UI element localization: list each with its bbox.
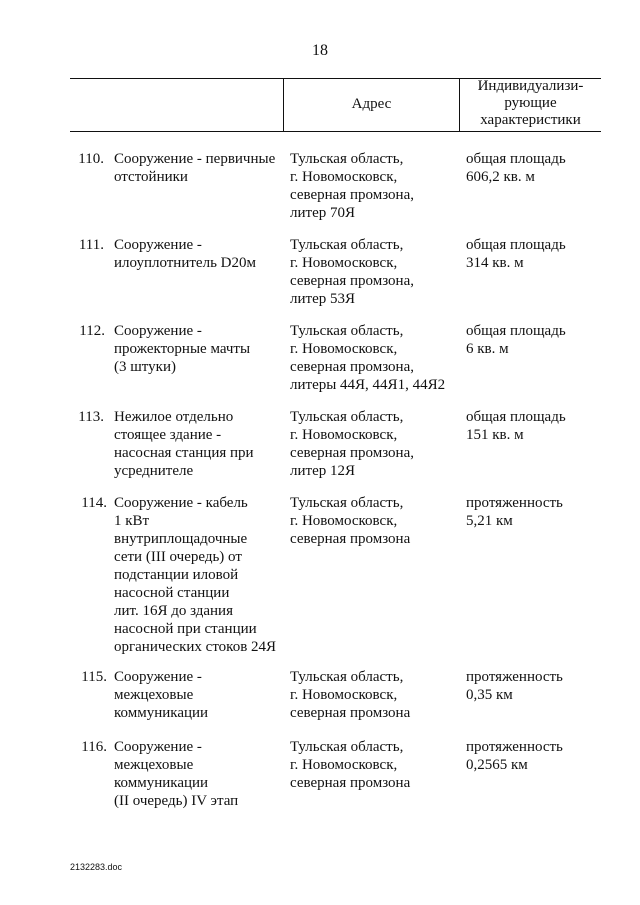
row-name-line: илоуплотнитель D20м bbox=[114, 255, 256, 271]
row-characteristics-line: протяженность bbox=[466, 739, 563, 755]
row-address bbox=[290, 494, 458, 548]
row-name bbox=[114, 322, 286, 376]
row-number: 115. bbox=[81, 669, 107, 685]
row-address-line: г. Новомосковск, bbox=[290, 255, 398, 271]
row-characteristics-line: 0,35 км bbox=[466, 687, 513, 703]
row-number: 111. bbox=[78, 237, 104, 253]
footer-filename: 2132283.doc bbox=[70, 862, 123, 872]
row-name-line: межцеховые bbox=[114, 687, 194, 703]
row-address-line: литер 53Я bbox=[290, 291, 355, 307]
row-address-line: Тульская область, bbox=[290, 151, 404, 167]
row-characteristics-line: 6 кв. м bbox=[466, 341, 509, 357]
row-number: 110. bbox=[78, 151, 104, 167]
row-address bbox=[290, 322, 458, 394]
row-characteristics bbox=[466, 738, 600, 774]
row-address-line: северная промзона, bbox=[290, 273, 414, 289]
row-address bbox=[290, 150, 458, 222]
row-address-line: северная промзона, bbox=[290, 445, 414, 461]
row-name-line: (3 штуки) bbox=[114, 359, 176, 375]
row-name-line: стоящее здание - bbox=[114, 427, 222, 443]
row-name bbox=[114, 150, 286, 186]
row-characteristics-line: 5,21 км bbox=[466, 513, 513, 529]
row-characteristics bbox=[466, 322, 600, 358]
row-number: 112. bbox=[79, 323, 105, 339]
header-address: Адрес bbox=[351, 96, 392, 112]
row-name-line: насосная станция при bbox=[114, 445, 254, 461]
row-address-line: литер 12Я bbox=[290, 463, 355, 479]
row-characteristics-line: общая площадь bbox=[466, 409, 566, 425]
row-characteristics bbox=[466, 494, 600, 530]
row-name-line: Сооружение - первичные bbox=[114, 151, 276, 167]
row-name-line: прожекторные мачты bbox=[114, 341, 251, 357]
row-name-line: (II очередь) IV этап bbox=[114, 793, 239, 809]
row-characteristics bbox=[466, 668, 600, 704]
row-address-line: северная промзона bbox=[290, 705, 411, 721]
row-name-line: Сооружение - bbox=[114, 323, 202, 339]
row-characteristics-line: протяженность bbox=[466, 495, 563, 511]
page-number: 18 bbox=[312, 42, 328, 59]
table-header-bottom-rule bbox=[70, 131, 601, 132]
row-name-line: подстанции иловой bbox=[114, 567, 239, 583]
row-name-line: насосной при станции bbox=[114, 621, 257, 637]
row-characteristics bbox=[466, 408, 600, 444]
row-name-line: Сооружение - bbox=[114, 669, 202, 685]
row-name bbox=[114, 738, 286, 810]
row-characteristics-line: общая площадь bbox=[466, 237, 566, 253]
row-characteristics-line: 314 кв. м bbox=[466, 255, 524, 271]
row-name bbox=[114, 494, 286, 656]
row-characteristics-line: 0,2565 км bbox=[466, 757, 528, 773]
row-characteristics bbox=[466, 150, 600, 186]
row-name-line: межцеховые bbox=[114, 757, 194, 773]
row-number: 116. bbox=[81, 739, 107, 755]
row-number: 114. bbox=[81, 495, 107, 511]
row-address bbox=[290, 408, 458, 480]
row-address-line: северная промзона bbox=[290, 775, 411, 791]
row-characteristics-line: протяженность bbox=[466, 669, 563, 685]
row-address-line: литеры 44Я, 44Я1, 44Я2 bbox=[290, 377, 446, 393]
row-name-line: Сооружение - кабель bbox=[114, 495, 248, 511]
row-number: 113. bbox=[78, 409, 104, 425]
row-address-line: Тульская область, bbox=[290, 739, 404, 755]
row-address-line: северная промзона, bbox=[290, 359, 414, 375]
row-name-line: насосной станции bbox=[114, 585, 230, 601]
row-address-line: Тульская область, bbox=[290, 323, 404, 339]
row-address-line: литер 70Я bbox=[290, 205, 355, 221]
row-name-line: усреднителе bbox=[114, 463, 194, 479]
row-name bbox=[114, 408, 286, 480]
header-characteristics bbox=[460, 78, 601, 129]
row-address-line: г. Новомосковск, bbox=[290, 341, 398, 357]
row-address-line: г. Новомосковск, bbox=[290, 169, 398, 185]
row-name-line: коммуникации bbox=[114, 705, 209, 721]
row-characteristics-line: общая площадь bbox=[466, 151, 566, 167]
row-name bbox=[114, 236, 286, 272]
row-name-line: органических стоков 24Я bbox=[114, 639, 277, 655]
row-address bbox=[290, 236, 458, 308]
row-address-line: г. Новомосковск, bbox=[290, 687, 398, 703]
row-address-line: г. Новомосковск, bbox=[290, 757, 398, 773]
row-address-line: г. Новомосковск, bbox=[290, 427, 398, 443]
row-name-line: лит. 16Я до здания bbox=[114, 603, 233, 619]
row-name-line: Сооружение - bbox=[114, 237, 202, 253]
row-address bbox=[290, 668, 458, 722]
row-name bbox=[114, 668, 286, 722]
row-name-line: 1 кВт bbox=[114, 513, 150, 529]
row-address-line: Тульская область, bbox=[290, 409, 404, 425]
row-name-line: Нежилое отдельно bbox=[114, 409, 234, 425]
row-address-line: г. Новомосковск, bbox=[290, 513, 398, 529]
header-characteristics-line: Индивидуализи- bbox=[477, 78, 584, 94]
row-characteristics-line: общая площадь bbox=[466, 323, 566, 339]
row-name-line: коммуникации bbox=[114, 775, 209, 791]
row-characteristics-line: 606,2 кв. м bbox=[466, 169, 535, 185]
row-address-line: Тульская область, bbox=[290, 495, 404, 511]
row-address-line: Тульская область, bbox=[290, 237, 404, 253]
header-characteristics-line: характеристики bbox=[480, 112, 581, 128]
row-name-line: отстойники bbox=[114, 169, 188, 185]
row-name-line: внутриплощадочные bbox=[114, 531, 248, 547]
row-address-line: северная промзона, bbox=[290, 187, 414, 203]
row-name-line: Сооружение - bbox=[114, 739, 202, 755]
row-name-line: сети (III очередь) от bbox=[114, 549, 242, 565]
row-characteristics-line: 151 кв. м bbox=[466, 427, 524, 443]
row-address-line: северная промзона bbox=[290, 531, 411, 547]
row-characteristics bbox=[466, 236, 600, 272]
header-characteristics-line: рующие bbox=[504, 95, 557, 111]
row-address bbox=[290, 738, 458, 792]
row-address-line: Тульская область, bbox=[290, 669, 404, 685]
